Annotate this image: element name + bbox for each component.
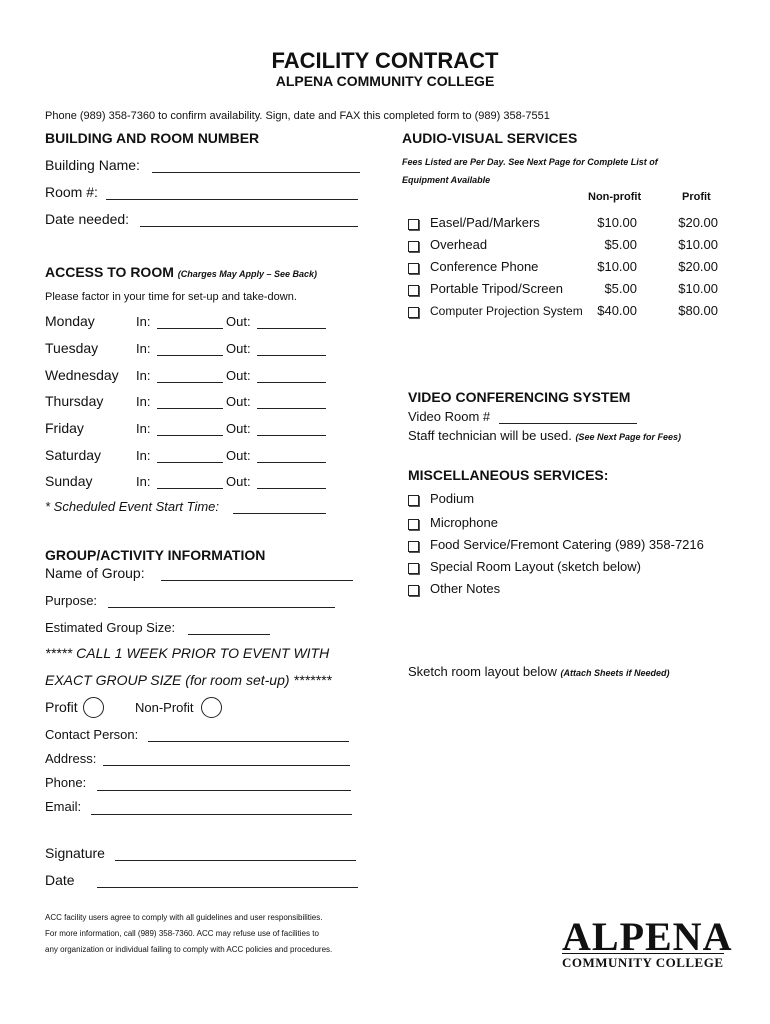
misc-item-label: Food Service/Fremont Catering (989) 358-7216 (430, 537, 704, 552)
video-staff-text: Staff technician will be used. (408, 428, 572, 443)
av-item-profit-price: $10.00 (678, 237, 718, 252)
sketch-label-row (408, 664, 670, 679)
instructions-text: Phone (989) 358-7360 to confirm availability. Sign, date and FAX this completed form to (989) 358-7551 (45, 110, 550, 122)
misc-item-checkbox[interactable] (408, 541, 419, 552)
access-in-field[interactable] (157, 462, 223, 463)
av-item-profit-price: $20.00 (678, 259, 718, 274)
access-in-label: In: (136, 421, 151, 436)
misc-item-label: Microphone (430, 515, 498, 530)
group-name-label: Name of Group: (45, 565, 145, 581)
av-item-name: Computer Projection System (430, 304, 583, 318)
group-size-label: Estimated Group Size: (45, 620, 176, 635)
contact-label: Contact Person: (45, 727, 139, 742)
building-name-field[interactable] (152, 172, 360, 173)
av-item-nonprofit-price: $5.00 (604, 237, 637, 252)
access-out-field[interactable] (257, 355, 326, 356)
video-room-field[interactable] (499, 423, 637, 424)
av-item-nonprofit-price: $10.00 (597, 215, 637, 230)
av-item-checkbox[interactable] (408, 263, 419, 274)
misc-item-checkbox[interactable] (408, 563, 419, 574)
misc-item-checkbox[interactable] (408, 519, 419, 530)
date-needed-label: Date needed: (45, 211, 130, 227)
group-size-field[interactable] (188, 634, 270, 635)
footer-line2: For more information, call (989) 358-7360. ACC may refuse use of facilities to (45, 929, 319, 938)
footer-line3: any organization or individual failing to comply with ACC policies and procedures. (45, 945, 333, 954)
access-out-field[interactable] (257, 328, 326, 329)
profit-radio[interactable] (83, 697, 104, 718)
av-item-checkbox[interactable] (408, 307, 419, 318)
access-out-label: Out: (226, 368, 251, 383)
access-day-label: Tuesday (45, 340, 99, 356)
profit-label: Profit (45, 699, 78, 715)
room-number-field[interactable] (106, 199, 358, 200)
logo-divider (562, 953, 724, 954)
address-field[interactable] (103, 765, 350, 766)
av-item-checkbox[interactable] (408, 219, 419, 230)
access-in-label: In: (136, 314, 151, 329)
email-field[interactable] (91, 814, 352, 815)
access-in-field[interactable] (157, 355, 223, 356)
college-logo-name: ALPENA (562, 914, 733, 959)
av-item-profit-price: $80.00 (678, 303, 718, 318)
event-start-label: * Scheduled Event Start Time: (45, 499, 220, 514)
av-col-profit: Profit (682, 191, 711, 203)
misc-item-checkbox[interactable] (408, 585, 419, 596)
signature-date-field[interactable] (97, 887, 358, 888)
phone-field[interactable] (97, 790, 351, 791)
misc-item-label: Special Room Layout (sketch below) (430, 559, 641, 574)
access-out-label: Out: (226, 421, 251, 436)
sketch-label: Sketch room layout below (408, 664, 557, 679)
av-item-profit-price: $20.00 (678, 215, 718, 230)
access-out-field[interactable] (257, 435, 326, 436)
nonprofit-label: Non-Profit (135, 700, 194, 715)
access-instruction: Please factor in your time for set-up and take-down. (45, 291, 297, 303)
building-name-label: Building Name: (45, 157, 140, 173)
av-item-nonprofit-price: $10.00 (597, 259, 637, 274)
av-item-profit-price: $10.00 (678, 281, 718, 296)
av-item-name: Overhead (430, 237, 488, 252)
access-day-label: Wednesday (45, 367, 119, 383)
purpose-label: Purpose: (45, 593, 98, 608)
access-out-field[interactable] (257, 408, 326, 409)
sketch-note: (Attach Sheets if Needed) (560, 668, 670, 678)
nonprofit-radio[interactable] (201, 697, 222, 718)
access-out-field[interactable] (257, 462, 326, 463)
access-day-label: Monday (45, 313, 95, 329)
access-out-label: Out: (226, 314, 251, 329)
access-day-label: Saturday (45, 447, 102, 463)
misc-item-checkbox[interactable] (408, 495, 419, 506)
access-in-field[interactable] (157, 488, 223, 489)
phone-label: Phone: (45, 775, 87, 790)
address-label: Address: (45, 751, 97, 766)
building-heading: BUILDING AND ROOM NUMBER (45, 130, 260, 146)
video-room-label: Video Room # (408, 409, 491, 424)
event-start-field[interactable] (233, 513, 326, 514)
access-day-label: Thursday (45, 393, 104, 409)
access-in-field[interactable] (157, 408, 223, 409)
footer-line1: ACC facility users agree to comply with all guidelines and user responsibilities. (45, 913, 323, 922)
access-heading-text: ACCESS TO ROOM (45, 264, 174, 280)
misc-item-label: Podium (430, 491, 475, 506)
access-in-label: In: (136, 394, 151, 409)
av-item-checkbox[interactable] (408, 285, 419, 296)
access-in-label: In: (136, 448, 151, 463)
av-fee-note-1: Fees Listed are Per Day. See Next Page for Complete List of (402, 157, 658, 167)
misc-item-label: Other Notes (430, 581, 501, 596)
av-item-nonprofit-price: $40.00 (597, 303, 637, 318)
access-in-label: In: (136, 474, 151, 489)
college-subtitle: ALPENA COMMUNITY COLLEGE (275, 73, 495, 89)
page-title: FACILITY CONTRACT (271, 48, 499, 73)
av-heading: AUDIO-VISUAL SERVICES (402, 130, 578, 146)
av-fee-note-2: Equipment Available (402, 175, 491, 185)
access-in-label: In: (136, 368, 151, 383)
video-heading: VIDEO CONFERENCING SYSTEM (408, 389, 631, 405)
access-out-label: Out: (226, 448, 251, 463)
group-heading: GROUP/ACTIVITY INFORMATION (45, 547, 266, 563)
access-out-label: Out: (226, 341, 251, 356)
contact-field[interactable] (148, 741, 349, 742)
purpose-field[interactable] (108, 607, 335, 608)
access-in-field[interactable] (157, 435, 223, 436)
access-out-label: Out: (226, 394, 251, 409)
signature-field[interactable] (115, 860, 356, 861)
video-staff (408, 428, 681, 443)
av-item-checkbox[interactable] (408, 241, 419, 252)
misc-heading: MISCELLANEOUS SERVICES: (408, 467, 609, 483)
room-number-label: Room #: (45, 184, 98, 200)
call-notice-line1: ***** CALL 1 WEEK PRIOR TO EVENT WITH (45, 645, 330, 661)
access-in-field[interactable] (157, 382, 223, 383)
access-in-field[interactable] (157, 328, 223, 329)
college-logo-tagline: COMMUNITY COLLEGE (562, 955, 724, 970)
video-staff-note: (See Next Page for Fees) (575, 432, 681, 442)
av-item-nonprofit-price: $5.00 (604, 281, 637, 296)
access-day-label: Friday (45, 420, 84, 436)
access-charges-note: (Charges May Apply – See Back) (177, 269, 317, 279)
call-notice-line2: EXACT GROUP SIZE (for room set-up) ******* (45, 672, 332, 688)
group-name-field[interactable] (161, 580, 353, 581)
email-label: Email: (45, 799, 82, 814)
av-item-name: Conference Phone (430, 259, 539, 274)
av-col-nonprofit: Non-profit (588, 191, 642, 203)
av-item-name: Easel/Pad/Markers (430, 215, 540, 230)
av-item-name: Portable Tripod/Screen (430, 281, 563, 296)
date-needed-field[interactable] (140, 226, 358, 227)
access-heading (45, 264, 317, 280)
access-out-field[interactable] (257, 382, 326, 383)
access-day-label: Sunday (45, 473, 93, 489)
signature-date-label: Date (45, 872, 75, 888)
signature-label: Signature (45, 845, 105, 861)
access-out-label: Out: (226, 474, 251, 489)
access-out-field[interactable] (257, 488, 326, 489)
access-in-label: In: (136, 341, 151, 356)
